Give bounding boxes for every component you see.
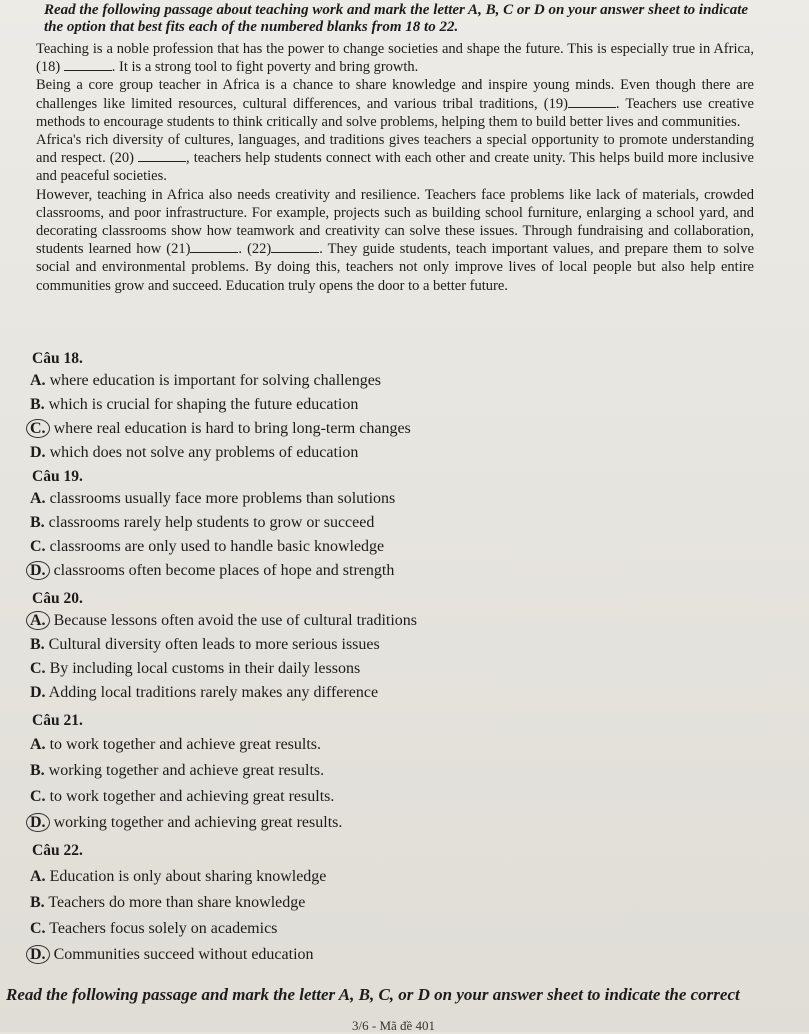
option-text: Cultural diversity often leads to more serious issues — [44, 636, 380, 653]
question-18-label: Câu 18. — [32, 350, 83, 367]
option-letter: A. — [26, 611, 50, 630]
option-text: Adding local traditions rarely makes any difference — [45, 684, 379, 701]
option-letter: D. — [26, 813, 50, 832]
option-text: Teachers focus solely on academics — [45, 920, 278, 937]
option-20-b[interactable] — [30, 636, 380, 654]
option-22-b[interactable] — [30, 894, 305, 912]
option-18-d[interactable] — [30, 444, 358, 462]
option-letter: D. — [26, 561, 50, 580]
option-text: working together and achieve great results. — [44, 762, 325, 779]
option-letter: C. — [30, 920, 46, 937]
option-letter: B. — [30, 636, 45, 653]
option-21-d[interactable] — [30, 814, 342, 832]
passage-text: Being a core group teacher in Africa is a chance to share knowledge and inspire young minds. Even though there are challenges like limited resources, cultural differences, and various tribal traditions, (19) — [36, 77, 754, 112]
option-text: Because lessons often avoid the use of cultural traditions — [49, 612, 418, 629]
option-18-b[interactable] — [30, 396, 358, 414]
option-letter: A. — [30, 372, 46, 389]
option-text: classrooms rarely help students to grow or succeed — [44, 514, 375, 531]
passage-text: . It is a strong tool to fight poverty and bring growth. — [111, 59, 419, 76]
option-20-c[interactable] — [30, 660, 360, 678]
option-text: where real education is hard to bring long-term changes — [49, 420, 411, 437]
option-text: to work together and achieving great results. — [45, 788, 335, 805]
question-21-label: Câu 21. — [32, 712, 83, 729]
option-22-d[interactable] — [30, 946, 314, 964]
passage-text: . — [238, 241, 243, 258]
option-text: classrooms often become places of hope and strength — [49, 562, 395, 579]
option-text: which is crucial for shaping the future education — [44, 396, 359, 413]
option-text: where education is important for solving challenges — [45, 372, 382, 389]
passage-text: . Teachers use creative methods to encourage students to think critically and solve problems, helping them to build better lives and communities. — [36, 95, 754, 130]
option-letter: B. — [30, 894, 45, 911]
option-text: classrooms are only used to handle basic knowledge — [45, 538, 385, 555]
option-letter: B. — [30, 396, 45, 413]
page-number: 3/6 - Mã đề 401 — [352, 1018, 436, 1033]
option-letter: A. — [30, 736, 46, 753]
option-19-a[interactable] — [30, 490, 395, 508]
paragraph-1 — [36, 40, 754, 76]
blank-19 — [568, 95, 616, 108]
question-20-label: Câu 20. — [32, 590, 83, 607]
option-22-a[interactable] — [30, 868, 326, 886]
option-text: working together and achieving great results. — [49, 814, 343, 831]
option-letter: C. — [30, 660, 46, 677]
passage-text: However, teaching in Africa also needs creativity and resilience. Teachers face problems like lack of materials, crowded classrooms, and poor infrastructure. For example, projects such as building school furniture, enlarging a school yard, and decorating classrooms show how teamwork and creativity can solve these issues. Through fundraising and collaboration, students learned how (21) — [36, 186, 754, 258]
option-22-c[interactable] — [30, 920, 277, 938]
next-section-instruction: Read the following passage and mark the letter A, B, C, or D on your answer sheet to indicate the correct — [6, 985, 740, 1004]
option-letter: D. — [30, 684, 46, 701]
option-18-c[interactable] — [30, 420, 411, 438]
passage-text: . They guide students, teach important values, and prepare them to solve social and environmental problems. By doing this, teachers not only improve lives of local people but also help entire communities grow and succeed. Education truly opens the door to a better future. — [36, 241, 755, 294]
option-18-a[interactable] — [30, 372, 381, 390]
option-21-c[interactable] — [30, 788, 334, 806]
instruction-text: Read the following passage about teaching work and mark the letter A, B, C or D on your answer sheet to indicate the option that best fits each of the numbered blanks from 18 to 22. — [44, 2, 749, 35]
question-19-label: Câu 19. — [32, 468, 83, 485]
option-letter: D. — [30, 444, 46, 461]
option-21-a[interactable] — [30, 736, 321, 754]
option-21-b[interactable] — [30, 762, 324, 780]
option-text: Teachers do more than share knowledge — [44, 894, 306, 911]
blank-21 — [190, 240, 238, 253]
paragraph-2 — [36, 76, 754, 131]
option-19-d[interactable] — [30, 562, 394, 580]
paragraph-3 — [36, 131, 754, 186]
blank-18 — [64, 58, 112, 71]
option-text: Communities succeed without education — [49, 946, 314, 963]
option-text: By including local customs in their daily lessons — [45, 660, 361, 677]
option-19-c[interactable] — [30, 538, 384, 556]
option-letter: C. — [30, 538, 46, 555]
paragraph-4 — [36, 186, 754, 295]
option-letter: A. — [30, 868, 46, 885]
passage-text: Africa's rich diversity of cultures, languages, and traditions gives teachers a special opportunity to promote understanding and respect. (20) — [36, 132, 754, 167]
option-text: to work together and achieve great results. — [45, 736, 322, 753]
blank-22 — [271, 240, 319, 253]
option-20-a[interactable] — [30, 612, 417, 630]
option-19-b[interactable] — [30, 514, 374, 532]
option-letter: C. — [26, 419, 50, 438]
passage-text: Teaching is a noble profession that has the power to change societies and shape the future. This is especially true in Africa, (18) — [36, 41, 754, 76]
question-22-label: Câu 22. — [32, 842, 83, 859]
option-letter: A. — [30, 490, 46, 507]
option-letter: B. — [30, 762, 45, 779]
option-letter: C. — [30, 788, 46, 805]
passage-text: , teachers help students connect with each other and create unity. This helps build more inclusive and peaceful societies. — [36, 150, 754, 185]
option-letter: B. — [30, 514, 45, 531]
option-text: which does not solve any problems of education — [45, 444, 359, 461]
option-20-d[interactable] — [30, 684, 378, 702]
option-letter: D. — [26, 945, 50, 964]
blank-20 — [138, 149, 186, 162]
option-text: classrooms usually face more problems than solutions — [45, 490, 396, 507]
reading-passage — [36, 40, 754, 295]
option-text: Education is only about sharing knowledge — [45, 868, 327, 885]
passage-text: (22) — [247, 241, 272, 258]
